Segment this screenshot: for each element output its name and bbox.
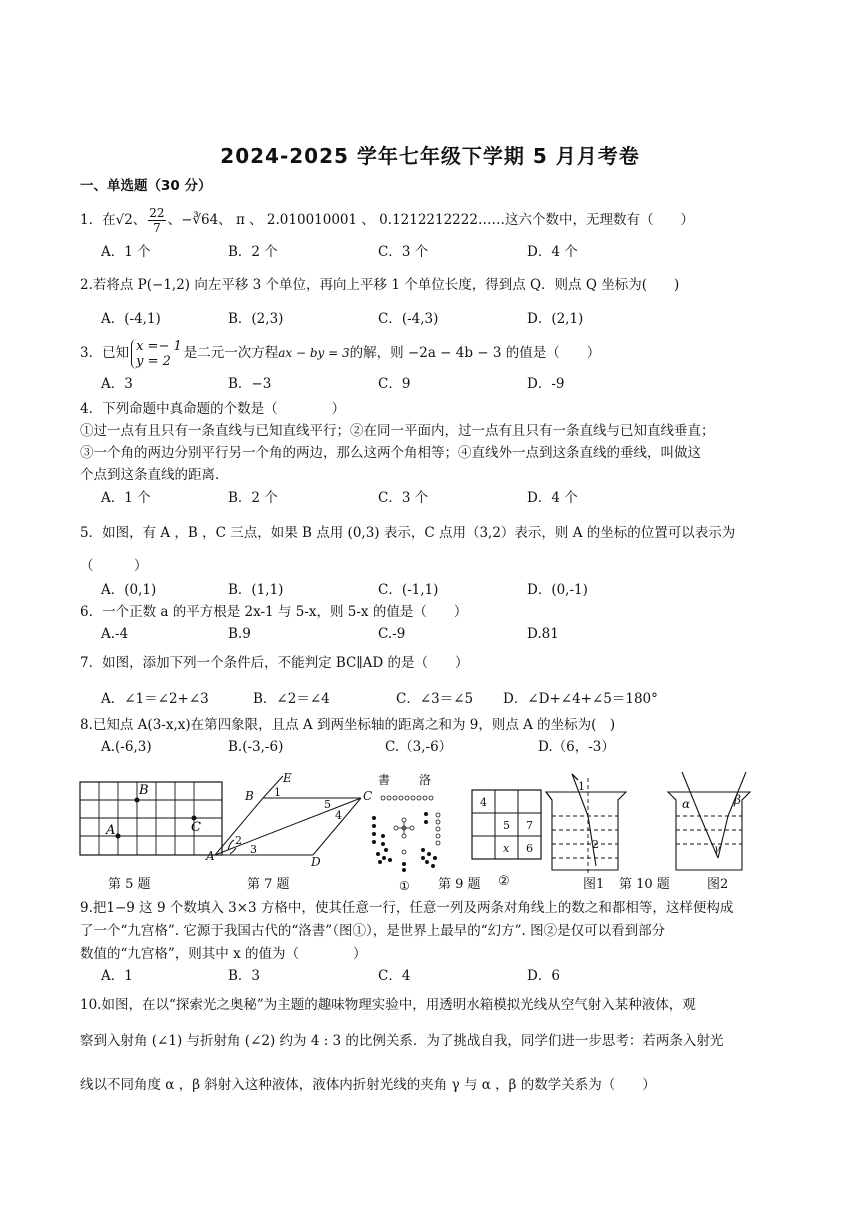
q1-option-b[interactable]: B．2 个 <box>228 244 278 260</box>
grid-cell-9: 6 <box>526 842 533 855</box>
q8-option-c[interactable]: C.（3,-6） <box>385 739 453 755</box>
q9-line-3: 数值的“九宫格”，则其中 x 的值为（ ） <box>80 946 367 962</box>
caption-q10: 第 10 题 <box>619 877 670 892</box>
q8-option-d[interactable]: D.（6，-3） <box>538 739 615 755</box>
figure-5-grid <box>80 782 222 855</box>
q7-option-a[interactable]: A．∠1＝∠2+∠3 <box>101 691 209 707</box>
q7-option-b[interactable]: B．∠2＝∠4 <box>253 691 330 707</box>
q3-mid: 是二元一次方程 <box>183 345 279 361</box>
grid-cell-6: 7 <box>526 819 533 832</box>
figure-9-luoshu <box>372 773 440 893</box>
grid-cell-5: 5 <box>503 819 510 832</box>
q3-suffix: 的解，则 −2a − 4b − 3 的值是（ ） <box>349 345 601 361</box>
question-1 <box>80 206 694 235</box>
question-8: 8.已知点 A(3-x,x)在第四象限，且点 A 到两坐标轴的距离之和为 9，则点 A 的坐标为( ) <box>80 717 616 733</box>
angle-5: 5 <box>324 798 331 811</box>
q5-option-b[interactable]: B．(1,1) <box>228 582 284 598</box>
q9-option-b[interactable]: B．3 <box>228 968 261 984</box>
label-a7: A <box>206 849 215 863</box>
q6-option-c[interactable]: C.-9 <box>378 626 406 642</box>
q6-option-d[interactable]: D.81 <box>527 626 559 642</box>
q4-option-a[interactable]: A．1 个 <box>101 490 151 506</box>
section-heading: 一、单选题（30 分） <box>80 178 212 194</box>
question-5: 5．如图，有 A ，B ，C 三点，如果 B 点用 (0,3) 表示，C 点用（3,2）表示，则 A 的坐标的位置可以表示为 <box>80 525 736 541</box>
point-a <box>116 834 121 839</box>
q9-line-2: 了一个“九宫格”. 它源于我国古代的“洛書”（图①），是世界上最早的“幻方”. 图②是仅可以看到部分 <box>80 923 666 939</box>
q3-prefix: 3．已知 <box>80 345 130 361</box>
page-title: 2024-2025 学年七年级下学期 5 月月考卷 <box>220 144 640 168</box>
q9-option-a[interactable]: A．1 <box>101 968 133 984</box>
label-d: D <box>311 855 321 869</box>
question-6: 6．一个正数 a 的平方根是 2x-1 与 5-x，则 5-x 的值是（ ） <box>80 604 468 620</box>
q2-option-b[interactable]: B．(2,3) <box>228 311 284 327</box>
q5-option-a[interactable]: A．(0,1) <box>101 582 157 598</box>
q5-blank: （ ） <box>80 558 148 574</box>
question-3 <box>80 338 600 369</box>
q1-sep: 、 <box>132 212 147 228</box>
q1-prefix: 1．在 <box>80 212 116 228</box>
figure-9-grid <box>472 790 541 859</box>
q1-fraction <box>148 206 165 235</box>
q4-statement-line-3: 个点到这条直线的距离． <box>80 467 229 483</box>
q3-sys-line1: x =− 1 <box>136 338 182 354</box>
q6-option-a[interactable]: A.-4 <box>101 626 129 642</box>
label-b: B <box>139 783 149 798</box>
caption-fig2-circle: ② <box>498 874 510 889</box>
question-9: 9.把1−9 这 9 个数填入 3×3 方格中，使其任意一行，任意一列及两条对角线上的数之和都相等，这样便构成 <box>80 900 734 916</box>
q8-option-a[interactable]: A.(-6,3) <box>101 739 152 755</box>
q1-sqrt2: √2 <box>115 212 133 228</box>
angle-1: 1 <box>274 786 281 799</box>
caption-q5: 第 5 题 <box>108 877 151 892</box>
angle-4: 4 <box>335 809 342 822</box>
label-alpha: α <box>682 797 691 811</box>
q2-option-a[interactable]: A．(-4,1) <box>101 311 161 327</box>
q3-option-d[interactable]: D．-9 <box>527 376 565 392</box>
figure-10-tank-1 <box>546 774 626 874</box>
caption-fig2: 图2 <box>707 877 729 892</box>
question-2: 2.若将点 P(−1,2) 向左平移 3 个单位，再向上平移 1 个单位长度，得到点 Q．则点 Q 坐标为( ) <box>80 277 680 293</box>
q1-option-c[interactable]: C．3 个 <box>378 244 429 260</box>
q3-equation: ax − by = 3 <box>278 346 350 360</box>
q1-frac-den: 7 <box>153 221 161 235</box>
grid-cell-1: 4 <box>480 796 487 809</box>
label-c7: C <box>363 789 373 803</box>
luoshu-char-1: 書 <box>378 773 391 787</box>
q4-option-d[interactable]: D．4 个 <box>527 490 578 506</box>
q3-equation-system <box>131 339 182 369</box>
label-b7: B <box>245 789 254 803</box>
q1-sep2: 、 <box>167 212 182 228</box>
q2-option-d[interactable]: D．(2,1) <box>527 311 584 327</box>
q3-option-a[interactable]: A．3 <box>101 376 133 392</box>
question-7: 7．如图，添加下列一个条件后，不能判定 BC∥AD 的是（ ） <box>80 655 469 671</box>
q7-option-c[interactable]: C．∠3＝∠5 <box>396 691 474 707</box>
q3-option-b[interactable]: B．−3 <box>228 376 272 392</box>
label-gamma: γ <box>714 844 720 855</box>
q1-option-a[interactable]: A．1 个 <box>101 244 151 260</box>
q1-frac-num: 22 <box>149 206 165 220</box>
q3-sys-line2: y = 2 <box>136 353 171 369</box>
figure-label-1: ① <box>399 879 410 893</box>
q9-option-c[interactable]: C．4 <box>378 968 411 984</box>
label-e: E <box>283 771 292 785</box>
q3-option-c[interactable]: C．9 <box>378 376 411 392</box>
angle-3: 3 <box>250 843 257 856</box>
q1-rest: 、 π 、 2.010010001 、 0.1212212222……这六个数中，无理数有（ ） <box>218 212 694 228</box>
grid-cell-8: x <box>503 842 510 855</box>
q10-line-2: 察到入射角 (∠1) 与折射角 (∠2) 约为 4 : 3 的比例关系．为了挑战自我，同学们进一步思考：若两条入射光 <box>80 1033 724 1049</box>
q7-option-d[interactable]: D．∠D+∠4+∠5＝180° <box>503 691 658 707</box>
q8-option-b[interactable]: B.(-3,-6) <box>228 739 284 755</box>
q4-option-b[interactable]: B．2 个 <box>228 490 278 506</box>
tank1-angle-1: 1 <box>578 780 585 793</box>
question-10: 10.如图，在以“探索光之奥秘”为主题的趣味物理实验中，用透明水箱模拟光线从空气射入某种液体，观 <box>80 997 696 1013</box>
q5-option-c[interactable]: C．(-1,1) <box>378 582 439 598</box>
luoshu-char-2: 洛 <box>419 773 432 787</box>
q1-cbrt: −∛64 <box>181 212 219 228</box>
q1-option-d[interactable]: D．4 个 <box>527 244 578 260</box>
q6-option-b[interactable]: B.9 <box>228 626 251 642</box>
figure-10-tank-2 <box>668 772 750 870</box>
q4-option-c[interactable]: C．3 个 <box>378 490 429 506</box>
angle-2: 2 <box>235 834 242 847</box>
tank1-angle-2: 2 <box>592 838 599 851</box>
q4-statement-line-1: ①过一点有且只有一条直线与已知直线平行；②在同一平面内，过一点有且只有一条直线与已知直线垂直； <box>80 423 715 439</box>
q9-option-d[interactable]: D．6 <box>527 968 560 984</box>
q5-option-d[interactable]: D．(0,-1) <box>527 582 588 598</box>
caption-q7: 第 7 题 <box>247 877 290 892</box>
caption-fig1: 图1 <box>583 877 605 892</box>
point-b <box>135 798 140 803</box>
label-a: A <box>106 823 116 838</box>
label-beta: β <box>734 793 741 807</box>
q4-statement-line-2: ③一个角的两边分别平行另一个角的两边，那么这两个角相等；④直线外一点到这条直线的垂线，叫做这 <box>80 445 701 461</box>
label-c: C <box>191 820 201 835</box>
caption-q9: 第 9 题 <box>438 877 481 892</box>
q2-option-c[interactable]: C．(-4,3) <box>378 311 439 327</box>
q10-line-3: 线以不同角度 α ，β 斜射入这种液体，液体内折射光线的夹角 γ 与 α ，β 的数学关系为（ ） <box>80 1077 656 1093</box>
question-4: 4．下列命题中真命题的个数是（ ） <box>80 401 346 417</box>
